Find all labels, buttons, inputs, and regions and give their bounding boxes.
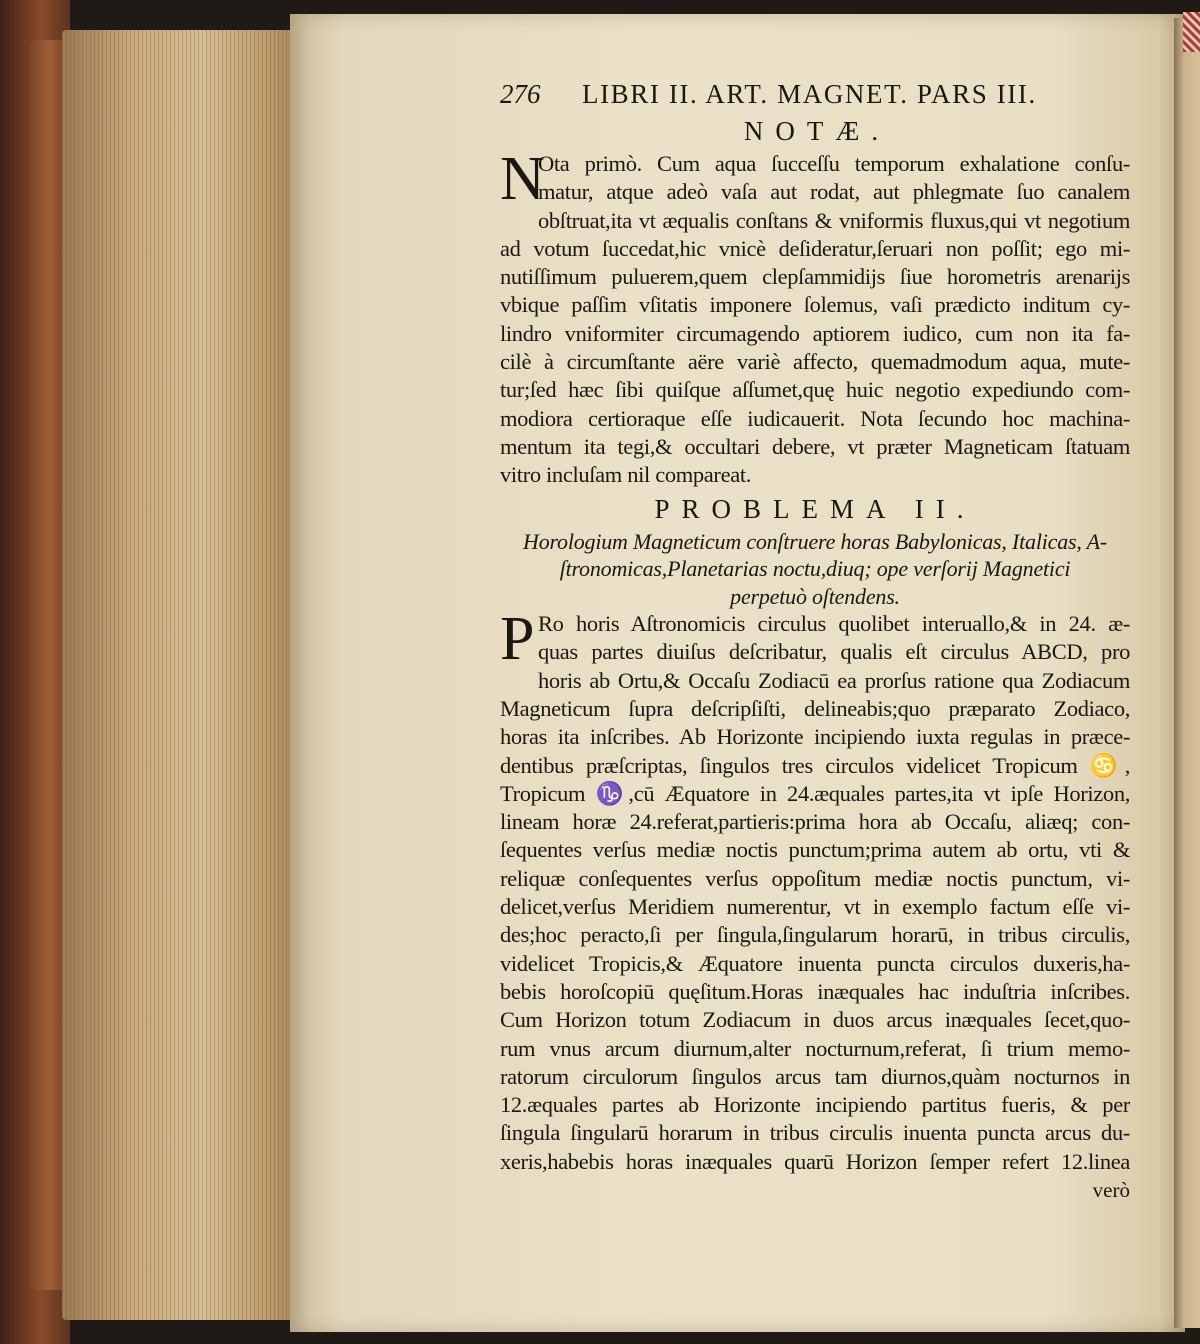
subtitle-line: ſtronomicas,Planetarias noctu,diuq; ope verſorij Magnetici (559, 556, 1071, 582)
text-line: delicet,verſus Meridiem numerentur, vt in exemplo factum eſſe vi- (500, 894, 1130, 920)
text-line: ratorum circulorum ſingulos arcus tam diurnos,quàm nocturnos in (500, 1063, 1130, 1089)
running-head (500, 76, 1130, 112)
catchword: verò (1092, 1178, 1130, 1202)
dropcap-p: P (500, 605, 535, 674)
text-line: reliquæ conſequentes verſus oppoſitum mediæ noctis punctum, vi- (500, 865, 1130, 891)
text-line: ſingula ſingularū horarum in tribus circulis inuenta puncta arcus du- (500, 1120, 1130, 1146)
page-text (500, 76, 1130, 1204)
text-line: Magneticum ſupra deſcripſiſti, delineabis;quo præparato Zodiaco, (500, 695, 1130, 721)
text-line: rum vnus arcum diurnum,alter nocturnum,referat, ſi trium memo- (500, 1035, 1130, 1061)
text-line: cilè à circumſtante aëre variè affecto, quemadmodum aqua, mute- (500, 349, 1130, 375)
text-line: nutiſſimum puluerem,quem clepſammidijs ſiue horometris arenarijs (500, 264, 1130, 290)
text-line: videlicet Tropicis,& Æquatore inuenta puncta circulos duxeris,ha- (500, 950, 1130, 976)
text-line: ad votum ſuccedat,hic vnicè deſideratur,ſeruari non poſſit; ego mi- (500, 235, 1130, 261)
facing-page-edge (1174, 18, 1200, 1328)
text-line: bebis horoſcopiū quęſitum.Horas inæquales hac induſtria inſcribes. (500, 978, 1130, 1004)
text-line: mentum ita tegi,& occultari debere, vt præter Magneticam ſtatuam (500, 433, 1130, 459)
text-line: obſtruat,ita vt æqualis conſtans & vniformis fluxus,qui vt negotium (538, 207, 1130, 233)
book-cover (0, 0, 70, 1344)
text-line: lindro vniformiter circumagendo aptiorem iudico, cum non ita fa- (500, 320, 1130, 346)
text-line: lineam horæ 24.referat,partieris:prima hora ab Occaſu, aliæq; con- (500, 809, 1130, 835)
text-line: matur, atque adeò vaſa aut rodat, aut phlegmate ſuo canalem (538, 179, 1130, 205)
text-line: tur;ſed hæc ſibi quiſque aſſumet,quę huic negotio expediundo com- (500, 377, 1130, 403)
text-line: modiora certioraque eſſe iudicauerit. Nota ſecundo hoc machina- (500, 405, 1130, 431)
dropcap-n: N (500, 145, 545, 213)
problema-heading: PROBLEMA II. (654, 493, 976, 524)
text-line: dentibus præſcriptas, ſingulos tres circulos videlicet Tropicum ♋, (500, 752, 1130, 778)
notae-heading: NOTÆ. (743, 116, 891, 146)
subtitle-line: Horologium Magneticum conſtruere horas Babylonicas, Italicas, A- (523, 528, 1107, 554)
text-line: xeris,habebis horas inæquales quarū Horizon ſemper refert 12.linea (500, 1148, 1130, 1174)
text-line: Ota primò. Cum aqua ſucceſſu temporum exhalatione conſu- (538, 151, 1130, 176)
notae-paragraph (500, 145, 1130, 490)
running-title: LIBRI II. ART. MAGNET. PARS III. (582, 79, 1037, 109)
subtitle-line: perpetuò oſtendens. (730, 583, 900, 609)
text-line: des;hoc peracto,ſi per ſingula,ſingularum horarū, in tribus circulis, (500, 922, 1130, 948)
text-line: Cum Horizon totum Zodiacum in duos arcus inæquales ſecet,quo- (500, 1007, 1130, 1033)
text-line: 12.æquales partes ab Horizonte incipiendo partitus fueris, & per (500, 1092, 1130, 1118)
text-line: horas ita inſcribes. Ab Horizonte incipiendo iuxta regulas in præce- (500, 724, 1130, 750)
text-line: horis ab Ortu,& Occaſu Zodiacū ea prorſus ratione qua Zodiacum (538, 667, 1130, 693)
problema-subtitle (500, 528, 1130, 611)
text-line: Ro horis Aſtronomicis circulus quolibet interuallo,& in 24. æ- (538, 611, 1130, 637)
text-line: Tropicum ♑,cū Æquatore in 24.æquales partes,ita vt ipſe Horizon, (500, 780, 1130, 806)
text-line: vbique paſſim vſitatis imponere ſolemus, vaſi prædicto inditum cy- (500, 292, 1130, 318)
bookmark-ribbon (1183, 12, 1200, 52)
text-line: quas partes diuiſus deſcribatur, qualis eſt circulus ABCD, pro (538, 639, 1130, 665)
text-line: vitro incluſam nil compareat. (500, 462, 752, 488)
page-number: 276 (500, 79, 541, 109)
problema-paragraph (500, 605, 1130, 1176)
text-line: ſequentes verſus mediæ noctis punctum;prima autem ab ortu, vti & (500, 837, 1130, 863)
page-edges (62, 30, 297, 1320)
